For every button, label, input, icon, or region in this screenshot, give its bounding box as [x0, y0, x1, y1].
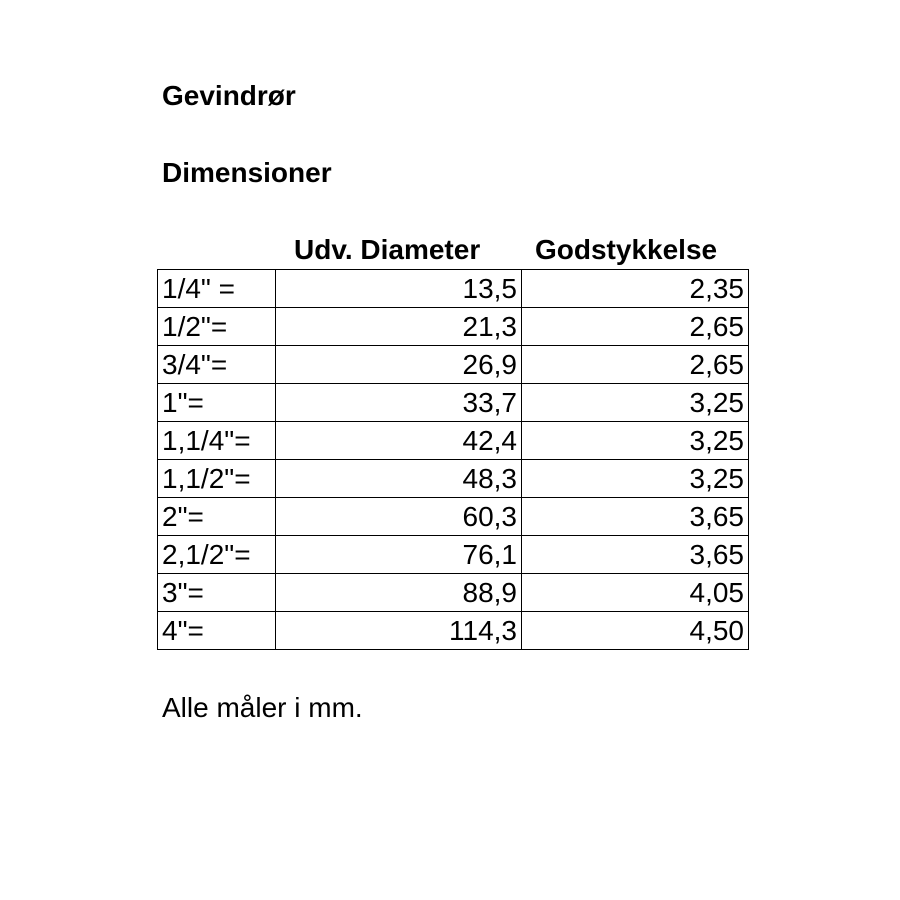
units-footnote: Alle måler i mm.: [162, 692, 363, 723]
table-row: [158, 498, 749, 536]
wall-thickness-cell: 2,65: [522, 346, 749, 384]
wall-thickness-cell: 3,25: [522, 384, 749, 422]
wall-thickness-cell: 3,25: [522, 460, 749, 498]
size-cell: 1/2"=: [158, 308, 276, 346]
wall-thickness-cell: 3,65: [522, 536, 749, 574]
wall-thickness-cell: 3,65: [522, 498, 749, 536]
page-title: Gevindrør: [162, 80, 296, 111]
table-row: [158, 612, 749, 650]
size-cell: 2"=: [158, 498, 276, 536]
diameter-cell: 33,7: [276, 384, 522, 422]
size-cell: 1"=: [158, 384, 276, 422]
diameter-cell: 76,1: [276, 536, 522, 574]
diameter-cell: 60,3: [276, 498, 522, 536]
diameter-cell: 13,5: [276, 270, 522, 308]
size-cell: 3"=: [158, 574, 276, 612]
diameter-cell: 114,3: [276, 612, 522, 650]
table-row: [158, 308, 749, 346]
column-header-diameter: Udv. Diameter: [294, 234, 481, 265]
size-cell: 4"=: [158, 612, 276, 650]
table-row: [158, 422, 749, 460]
diameter-cell: 21,3: [276, 308, 522, 346]
table-row: [158, 574, 749, 612]
dimensions-table-body: [158, 270, 749, 650]
table-row: [158, 460, 749, 498]
diameter-cell: 88,9: [276, 574, 522, 612]
diameter-cell: 42,4: [276, 422, 522, 460]
column-header-wall-thickness: Godstykkelse: [535, 234, 718, 265]
wall-thickness-cell: 2,65: [522, 308, 749, 346]
diameter-cell: 48,3: [276, 460, 522, 498]
dimensions-table: [157, 269, 749, 650]
table-row: [158, 270, 749, 308]
diameter-cell: 26,9: [276, 346, 522, 384]
size-cell: 1,1/4"=: [158, 422, 276, 460]
wall-thickness-cell: 4,05: [522, 574, 749, 612]
size-cell: 3/4"=: [158, 346, 276, 384]
size-cell: 1/4" =: [158, 270, 276, 308]
section-subtitle: Dimensioner: [162, 157, 332, 188]
table-row: [158, 346, 749, 384]
table-row: [158, 536, 749, 574]
wall-thickness-cell: 4,50: [522, 612, 749, 650]
size-cell: 1,1/2"=: [158, 460, 276, 498]
size-cell: 2,1/2"=: [158, 536, 276, 574]
table-row: [158, 384, 749, 422]
wall-thickness-cell: 3,25: [522, 422, 749, 460]
wall-thickness-cell: 2,35: [522, 270, 749, 308]
